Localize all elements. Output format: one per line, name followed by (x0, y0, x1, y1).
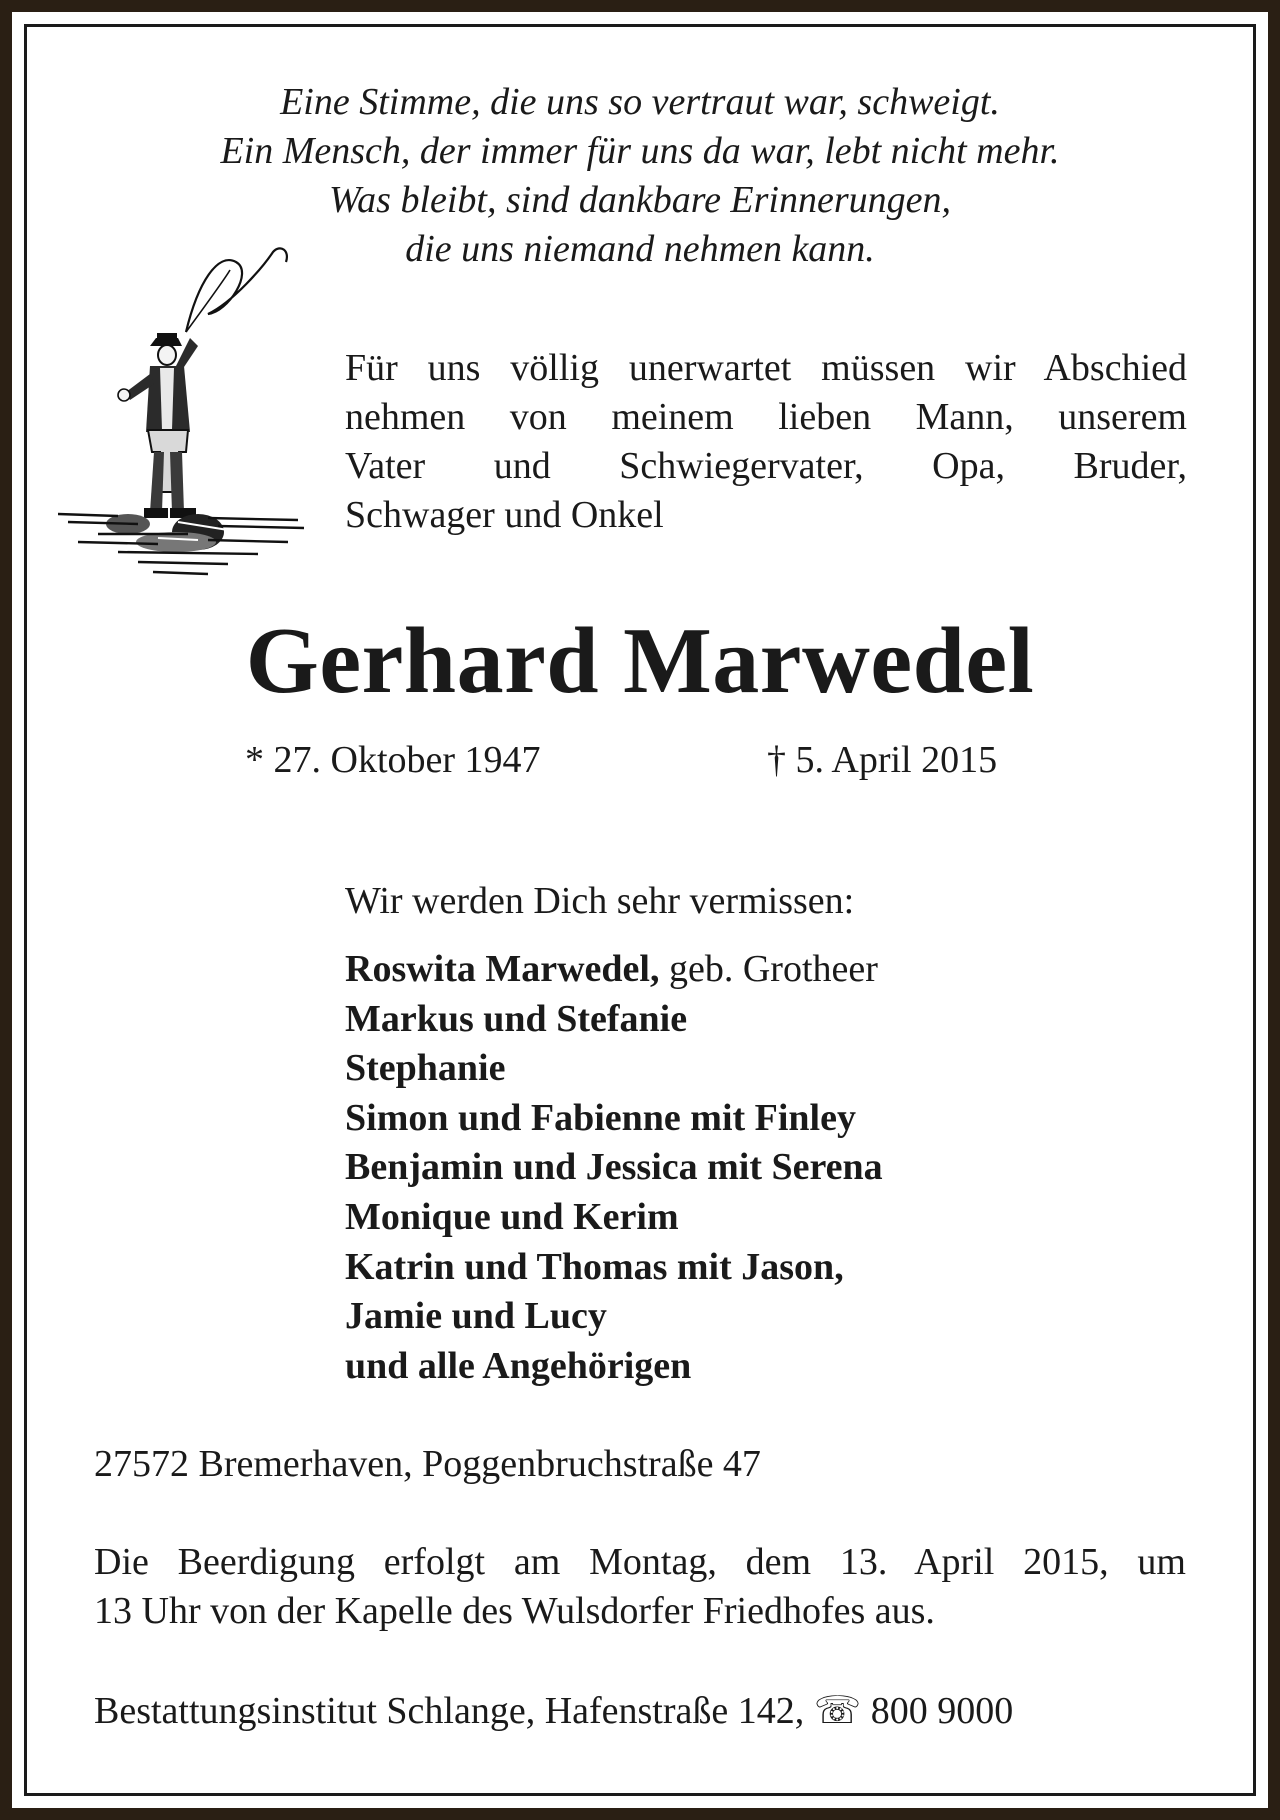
intro-line: Schwager und Onkel (345, 494, 664, 536)
list-item: und alle Angehörigen (345, 1344, 692, 1387)
poem-line: Eine Stimme, die uns so vertraut war, schweigt. (280, 81, 1000, 123)
address (94, 1440, 1186, 1489)
funeral-line: Die Beerdigung erfolgt am Montag, dem 13. April 2015, um (94, 1541, 1186, 1583)
poem-line: Ein Mensch, der immer für uns da war, lebt nicht mehr. (220, 130, 1060, 172)
birth-date: * 27. Oktober 1947 (245, 739, 541, 781)
intro-text (345, 344, 1187, 540)
funeral-notice (94, 1538, 1186, 1636)
poem-line: die uns niemand nehmen kann. (405, 228, 875, 270)
address-line: 27572 Bremerhaven, Poggenbruchstraße 47 (94, 1443, 761, 1485)
list-item: Katrin und Thomas mit Jason, (345, 1245, 844, 1288)
list-item (345, 945, 883, 995)
list-item: Jamie und Lucy (345, 1295, 607, 1338)
intro-line: Für uns völlig unerwartet müssen wir Abschied (345, 347, 1187, 389)
undertaker (94, 1687, 1186, 1736)
mourners-list (345, 945, 883, 1391)
fly-fisherman-icon (58, 242, 308, 592)
intro-line: Vater und Schwiegervater, Opa, Bruder, (345, 445, 1187, 487)
list-item: Stephanie (345, 1047, 506, 1090)
intro-line: nehmen von meinem lieben Mann, unserem (345, 396, 1187, 438)
funeral-line: 13 Uhr von der Kapelle des Wulsdorfer Friedhofes aus. (94, 1590, 935, 1632)
mourners-intro: Wir werden Dich sehr vermissen: (345, 880, 855, 922)
list-item: Benjamin und Jessica mit Serena (345, 1146, 883, 1189)
death-date: † 5. April 2015 (767, 739, 998, 781)
maiden-name: geb. Grotheer (659, 948, 878, 990)
deceased-name: Gerhard Marwedel (245, 609, 1035, 713)
list-item: Markus und Stefanie (345, 997, 688, 1040)
list-item: Monique und Kerim (345, 1195, 679, 1238)
poem-line: Was bleibt, sind dankbare Erinnerungen, (328, 179, 952, 221)
mourner-name: Roswita Marwedel, (345, 948, 660, 990)
undertaker-line: Bestattungsinstitut Schlange, Hafenstraße 142, ☏ 800 9000 (94, 1690, 1014, 1732)
list-item: Simon und Fabienne mit Finley (345, 1096, 856, 1139)
